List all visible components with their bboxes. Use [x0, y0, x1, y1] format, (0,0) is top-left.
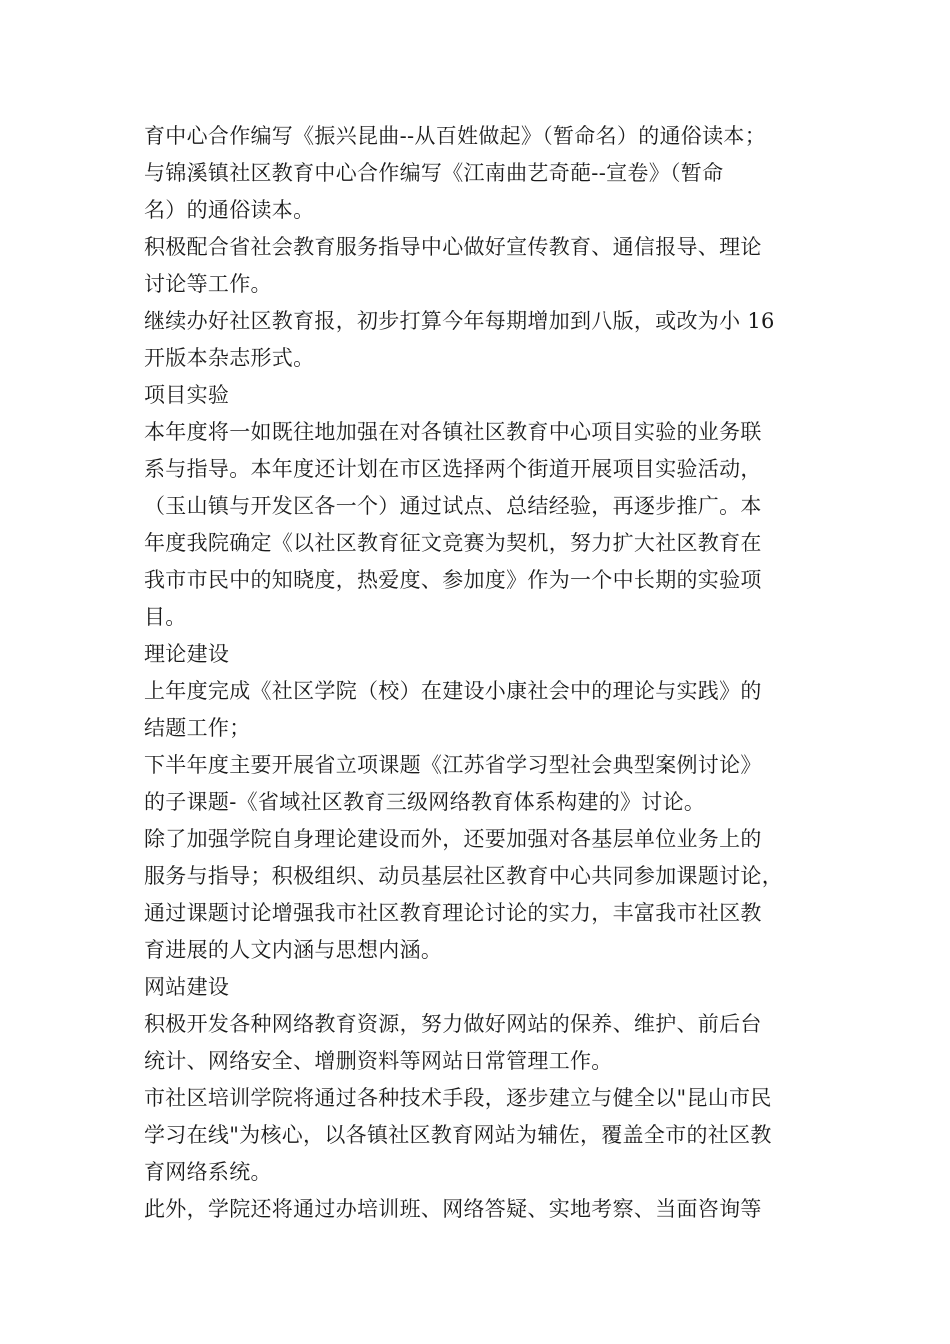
text-line: 育中心合作编写《振兴昆曲--从百姓做起》（暂命名）的通俗读本； — [144, 124, 766, 148]
text-line: 年度我院确定《以社区教育征文竞赛为契机，努力扩大社区教育在 — [144, 531, 762, 555]
text-line: 上年度完成《社区学院（校）在建设小康社会中的理论与实践》的 — [144, 679, 762, 703]
text-line: 市社区培训学院将通过各种技术手段，逐步建立与健全以"昆山市民 — [144, 1086, 772, 1110]
text-line: 积极配合省社会教育服务指导中心做好宣传教育、通信报导、理论 — [144, 235, 762, 259]
text-line: 开版本杂志形式。 — [144, 346, 315, 370]
text-line: 育网络系统。 — [144, 1160, 272, 1184]
text-line: 的子课题-《省域社区教育三级网络教育体系构建的》讨论。 — [144, 790, 706, 814]
section-heading: 理论建设 — [144, 642, 230, 666]
document-body — [144, 118, 814, 1228]
section-heading: 项目实验 — [144, 383, 230, 407]
text-line: 通过课题讨论增强我市社区教育理论讨论的实力，丰富我市社区教 — [144, 901, 762, 925]
text-line: 统计、网络安全、增删资料等网站日常管理工作。 — [144, 1049, 613, 1073]
text-line: 育进展的人文内涵与思想内涵。 — [144, 938, 443, 962]
section-heading: 网站建设 — [144, 975, 230, 999]
text-line: 我市市民中的知晓度，热爱度、参加度》作为一个中长期的实验项 — [144, 568, 762, 592]
text-line: 系与指导。本年度还计划在市区选择两个街道开展项目实验活动， — [144, 457, 762, 481]
text-line: 本年度将一如既往地加强在对各镇社区教育中心项目实验的业务联 — [144, 420, 762, 444]
text-line: 与锦溪镇社区教育中心合作编写《江南曲艺奇葩--宣卷》（暂命 — [144, 161, 724, 185]
text-line: 继续办好社区教育报，初步打算今年每期增加到八版，或改为小 16 — [144, 309, 775, 333]
text-line: 此外，学院还将通过办培训班、网络答疑、实地考察、当面咨询等 — [144, 1197, 762, 1221]
text-line: 下半年度主要开展省立项课题《江苏省学习型社会典型案例讨论》 — [144, 753, 762, 777]
text-line: 名）的通俗读本。 — [144, 198, 315, 222]
text-line: （玉山镇与开发区各一个）通过试点、总结经验，再逐步推广。本 — [144, 494, 762, 518]
text-line: 服务与指导；积极组织、动员基层社区教育中心共同参加课题讨论， — [144, 864, 783, 888]
text-line: 积极开发各种网络教育资源，努力做好网站的保养、维护、前后台 — [144, 1012, 762, 1036]
text-line: 讨论等工作。 — [144, 272, 272, 296]
text-line: 结题工作； — [144, 716, 251, 740]
text-line: 学习在线"为核心，以各镇社区教育网站为辅佐，覆盖全市的社区教 — [144, 1123, 772, 1147]
text-line: 目。 — [144, 605, 187, 629]
text-line: 除了加强学院自身理论建设而外，还要加强对各基层单位业务上的 — [144, 827, 762, 851]
